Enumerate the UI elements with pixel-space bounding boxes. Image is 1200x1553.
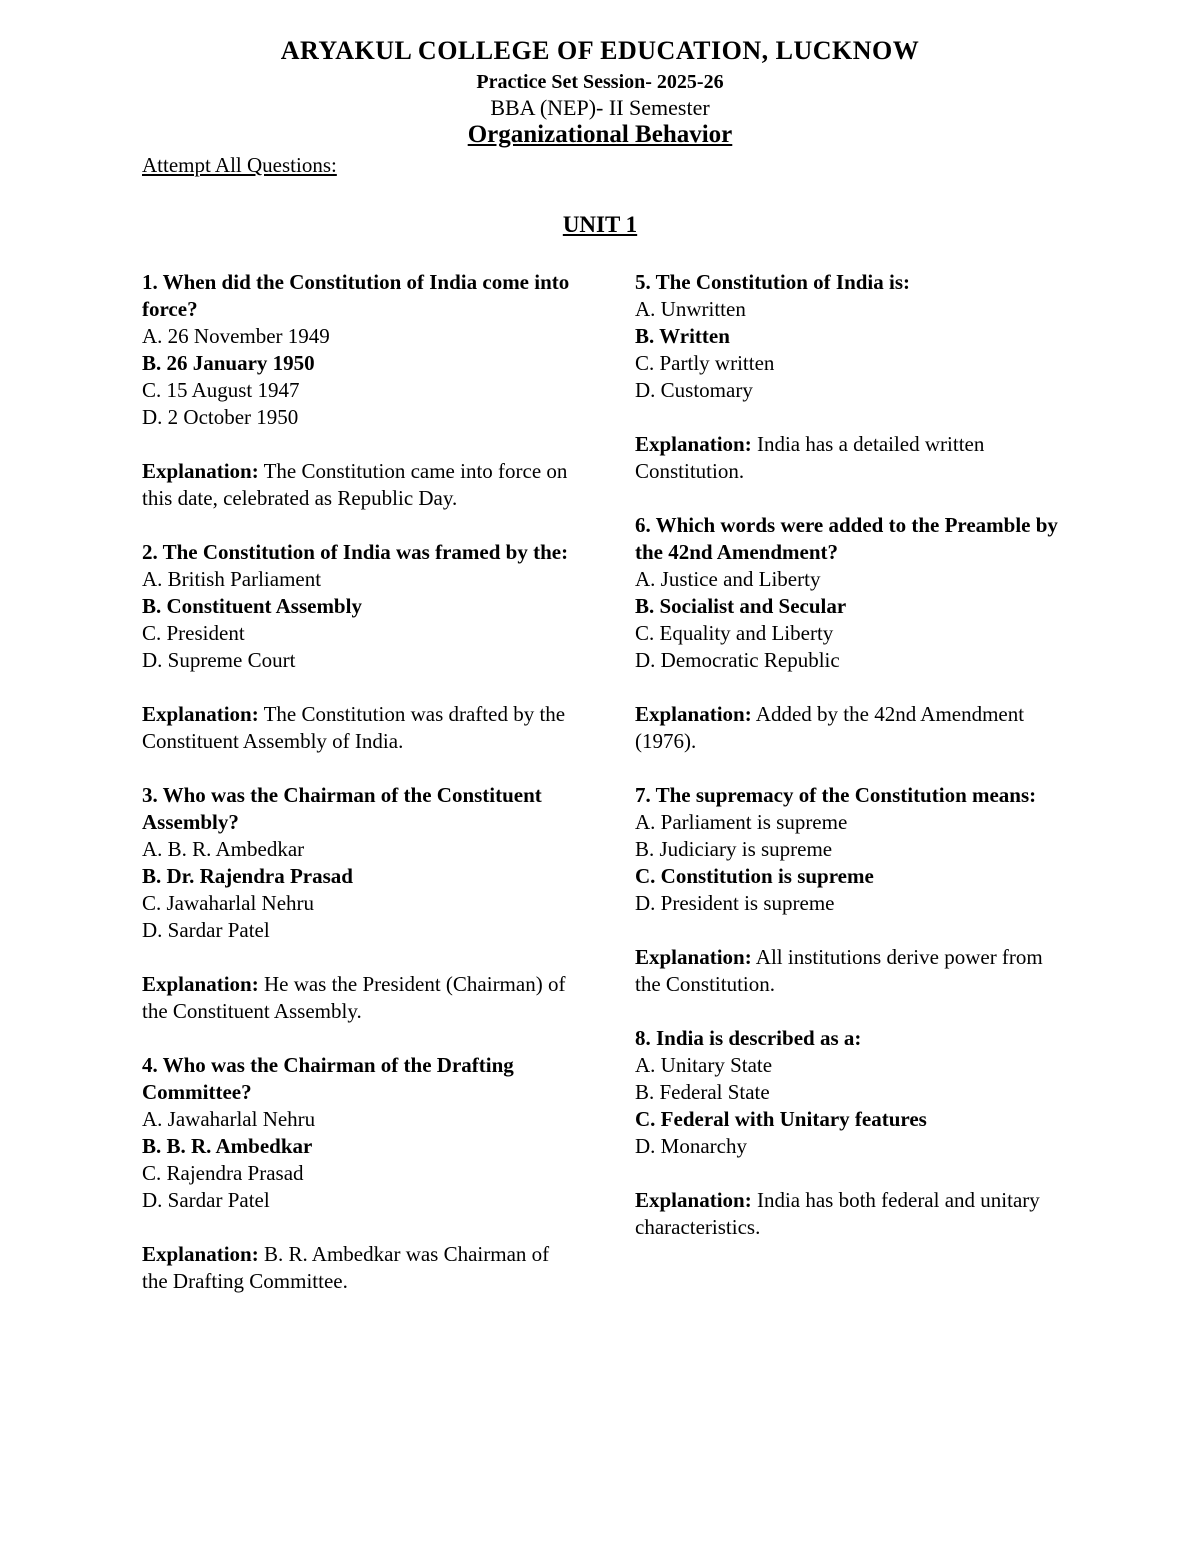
question-column-right	[635, 269, 1065, 1268]
question-text: 4. Who was the Chairman of the Drafting Committee?	[142, 1053, 514, 1104]
answer-option: D. Customary	[635, 378, 753, 402]
explanation-text: India has both federal and unitary characteristics.	[635, 1188, 1040, 1239]
answer-option: C. 15 August 1947	[142, 378, 300, 402]
explanation	[635, 431, 1065, 485]
correct-option: B. Written	[635, 324, 730, 348]
college-name: ARYAKUL COLLEGE OF EDUCATION, LUCKNOW	[280, 36, 920, 65]
correct-option: B. Dr. Rajendra Prasad	[142, 864, 353, 888]
answer-option: C. Equality and Liberty	[635, 621, 834, 645]
answer-option: C. President	[142, 621, 245, 645]
question-block	[635, 269, 1065, 485]
question-block	[635, 782, 1065, 998]
answer-option: D. President is supreme	[635, 891, 835, 915]
answer-option: D. Sardar Patel	[142, 1188, 270, 1212]
correct-option: B. Socialist and Secular	[635, 594, 847, 618]
answer-option: D. Supreme Court	[142, 648, 296, 672]
explanation-text: He was the President (Chairman) of the Constituent Assembly.	[142, 972, 566, 1023]
explanation-text: B. R. Ambedkar was Chairman of the Drafting Committee.	[142, 1242, 550, 1293]
answer-option: A. Parliament is supreme	[635, 810, 848, 834]
explanation-text: All institutions derive power from the Constitution.	[635, 945, 1043, 996]
explanation	[635, 944, 1065, 998]
answer-option: C. Partly written	[635, 351, 775, 375]
session-line: Practice Set Session- 2025-26	[476, 71, 724, 93]
answer-option: A. B. R. Ambedkar	[142, 837, 305, 861]
explanation-label: Explanation:	[635, 1188, 752, 1212]
explanation	[142, 971, 572, 1025]
answer-option: C. Rajendra Prasad	[142, 1161, 304, 1185]
explanation-label: Explanation:	[635, 945, 752, 969]
answer-option: A. British Parliament	[142, 567, 322, 591]
answer-option: B. Federal State	[635, 1080, 770, 1104]
explanation-label: Explanation:	[635, 432, 752, 456]
correct-option: C. Federal with Unitary features	[635, 1107, 927, 1131]
correct-option: C. Constitution is supreme	[635, 864, 874, 888]
answer-option: A. Unitary State	[635, 1053, 773, 1077]
question-block	[142, 782, 572, 1025]
explanation-label: Explanation:	[142, 702, 259, 726]
unit-title: UNIT 1	[562, 212, 638, 237]
answer-option: A. 26 November 1949	[142, 324, 330, 348]
question-block	[635, 512, 1065, 755]
explanation	[635, 701, 1065, 755]
question-text: 2. The Constitution of India was framed by the:	[142, 540, 569, 564]
answer-option: A. Jawaharlal Nehru	[142, 1107, 316, 1131]
answer-option: B. Judiciary is supreme	[635, 837, 833, 861]
course-line: BBA (NEP)- II Semester	[490, 95, 710, 120]
correct-option: B. B. R. Ambedkar	[142, 1134, 313, 1158]
explanation-text: The Constitution came into force on this date, celebrated as Republic Day.	[142, 459, 568, 510]
answer-option: C. Jawaharlal Nehru	[142, 891, 315, 915]
answer-option: A. Justice and Liberty	[635, 567, 821, 591]
correct-option: B. 26 January 1950	[142, 351, 315, 375]
question-text: 5. The Constitution of India is:	[635, 270, 911, 294]
answer-option: A. Unwritten	[635, 297, 746, 321]
explanation-text: Added by the 42nd Amendment (1976).	[635, 702, 1025, 753]
question-block	[142, 269, 572, 512]
subject-title: Organizational Behavior	[467, 121, 733, 148]
explanation	[142, 701, 572, 755]
question-block	[142, 1052, 572, 1295]
explanation-label: Explanation:	[142, 972, 259, 996]
explanation-text: The Constitution was drafted by the Constituent Assembly of India.	[142, 702, 566, 753]
answer-option: D. Democratic Republic	[635, 648, 840, 672]
explanation-label: Explanation:	[142, 459, 259, 483]
question-block	[142, 539, 572, 755]
explanation-label: Explanation:	[142, 1242, 259, 1266]
answer-option: D. Monarchy	[635, 1134, 747, 1158]
explanation	[142, 458, 572, 512]
correct-option: B. Constituent Assembly	[142, 594, 362, 618]
question-text: 3. Who was the Chairman of the Constituent Assembly?	[142, 783, 542, 834]
question-text: 1. When did the Constitution of India come into force?	[142, 270, 570, 321]
question-block	[635, 1025, 1065, 1241]
question-text: 8. India is described as a:	[635, 1026, 862, 1050]
explanation	[142, 1241, 572, 1295]
question-text: 7. The supremacy of the Constitution means:	[635, 783, 1037, 807]
question-text: 6. Which words were added to the Preamble by the 42nd Amendment?	[635, 513, 1058, 564]
answer-option: D. 2 October 1950	[142, 405, 299, 429]
answer-option: D. Sardar Patel	[142, 918, 270, 942]
explanation	[635, 1187, 1065, 1241]
instruction-text: Attempt All Questions:	[142, 153, 337, 177]
question-column-left	[142, 269, 572, 1322]
explanation-text: India has a detailed written Constitution.	[635, 432, 985, 483]
explanation-label: Explanation:	[635, 702, 752, 726]
